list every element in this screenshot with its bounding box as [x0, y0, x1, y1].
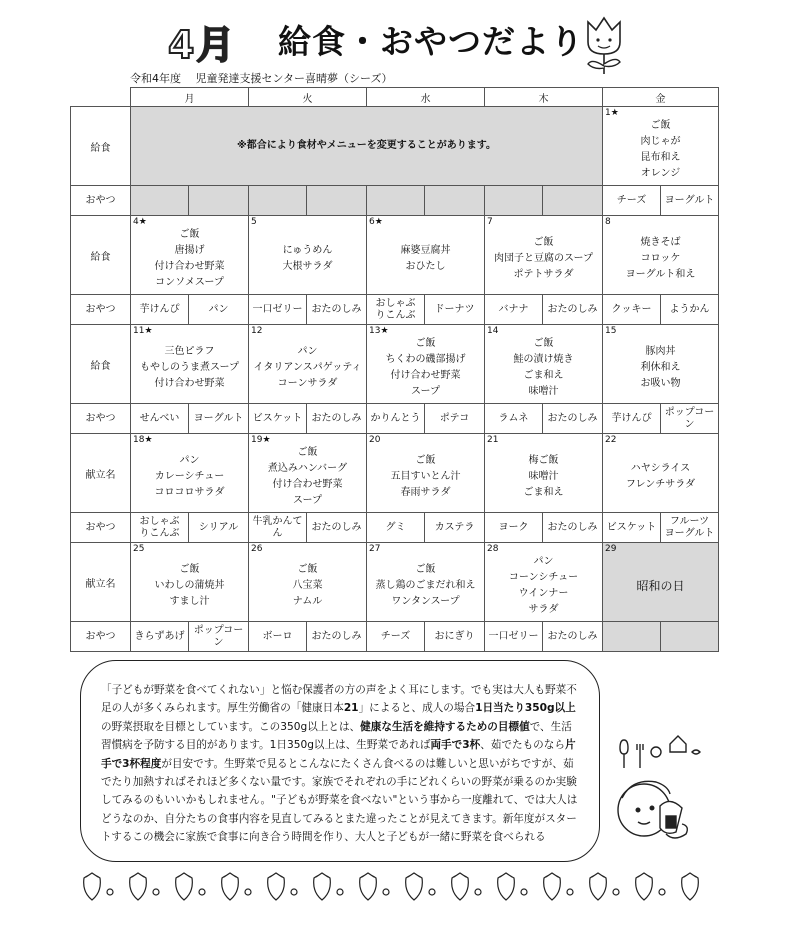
row-label-snack: おやつ	[71, 404, 131, 434]
week2-meal-row	[71, 216, 719, 295]
day-number: 12	[251, 326, 263, 336]
snack-item: おたのしみ	[543, 295, 603, 325]
strawberry-border	[76, 870, 716, 902]
message-box	[80, 660, 600, 862]
week1-meal-row	[71, 107, 719, 186]
menu-item: 大根サラダ	[282, 261, 333, 272]
day-cell-8	[603, 216, 719, 295]
menu-item: オレンジ	[640, 168, 681, 179]
menu-item: 春雨サラダ	[400, 487, 451, 498]
day-number: 21	[487, 435, 499, 445]
menu-item: パン	[297, 346, 318, 357]
strawberry-icon	[636, 873, 653, 900]
snack-item: バナナ	[485, 295, 543, 325]
day-cell-13	[367, 325, 485, 404]
day-cell-19	[249, 434, 367, 513]
week3-meal-row	[71, 325, 719, 404]
row-label-menu-name: 献立名	[71, 543, 131, 622]
message-fragment: 片手で3杯程度	[101, 739, 576, 770]
snack-item: ラムネ	[485, 404, 543, 434]
weekday-wed: 水	[367, 88, 485, 107]
row-label-snack: おやつ	[71, 295, 131, 325]
week4-snack-row	[71, 513, 719, 543]
menu-item: 鮭の漬け焼き	[513, 354, 574, 365]
snack-item: おしゃぶ りこんぶ	[367, 295, 425, 325]
day-number: 1★	[605, 108, 619, 118]
message-fragment: が目安です。生野菜で見るとこんなにたくさん食べるのは難しいと思いがちですが、茹でたり加熱すればそれほど多くない量です。家族でそれぞれの手にどれくらいの野菜が乗るのか実験してみるのもいいかもしれません。"子どもが野菜を食べない"という事から一度離れて、では大人はどうなのか、自分たちの食事内容を見直してみるとまた違ったことが見えてきます。新年度がスタートするこの機会に家族で食事に向き合う時間を作り、大人と子どもが一緒に野菜を食べられる	[101, 757, 578, 844]
menu-item: ヨーグルト和え	[625, 269, 696, 280]
menu-item: ご飯	[179, 229, 200, 240]
day-cell-15	[603, 325, 719, 404]
snack-item: ヨーグルト	[661, 186, 719, 216]
menu-item: フレンチサラダ	[625, 479, 696, 490]
menu-item: いわしの蒲焼丼	[154, 580, 225, 591]
strawberry-icon	[360, 873, 377, 900]
menu-item: 五目すいとん汁	[390, 471, 461, 482]
day-number: 5	[251, 217, 257, 227]
snack-item: ヨーク	[485, 513, 543, 543]
week5-snack-row	[71, 622, 719, 652]
weekday-thu: 木	[485, 88, 603, 107]
snack-item: おたのしみ	[543, 513, 603, 543]
menu-item: ナムル	[292, 596, 323, 607]
menu-item: 付け合わせ野菜	[154, 378, 225, 389]
menu-item: ご飯	[533, 338, 554, 349]
snack-item: おたのしみ	[543, 622, 603, 652]
snack-item: チーズ	[367, 622, 425, 652]
snack-item: ポップコーン	[189, 622, 249, 652]
day-cell-29-holiday	[603, 543, 719, 622]
snack-item: グミ	[367, 513, 425, 543]
menu-item: 肉団子と豆腐のスープ	[494, 253, 593, 264]
day-cell-6	[367, 216, 485, 295]
day-number: 20	[369, 435, 381, 445]
week4-meal-row	[71, 434, 719, 513]
menu-item: ご飯	[415, 564, 436, 575]
menu-item: 蒸し鶏のごまだれ和え	[375, 580, 476, 591]
message-fragment: 健康な生活を維持するための目標値	[360, 720, 530, 733]
week2-snack-row	[71, 295, 719, 325]
day-cell-27	[367, 543, 485, 622]
menu-item: 味噌汁	[528, 386, 559, 397]
message-fragment: 両手で3杯	[430, 739, 481, 752]
row-label-snack: おやつ	[71, 622, 131, 652]
snack-item: おたのしみ	[543, 404, 603, 434]
menu-item: お吸い物	[640, 378, 681, 389]
snack-item: おにぎり	[425, 622, 485, 652]
day-cell-5	[249, 216, 367, 295]
strawberry-icon	[130, 873, 147, 900]
row-label-lunch: 給食	[71, 107, 131, 186]
day-number: 27	[369, 544, 381, 554]
menu-item: スープ	[411, 386, 440, 397]
snack-item: クッキー	[603, 295, 661, 325]
strawberry-icon	[268, 873, 285, 900]
snack-item: 一口ゼリー	[485, 622, 543, 652]
snack-item: おたのしみ	[307, 404, 367, 434]
day-number: 7	[487, 217, 493, 227]
day-cell-20	[367, 434, 485, 513]
snack-item: パン	[189, 295, 249, 325]
menu-item: 煮込みハンバーグ	[267, 463, 348, 474]
page-title: 給食・おやつだより	[278, 22, 584, 61]
strawberry-icon	[314, 873, 331, 900]
weekday-header-row	[71, 88, 719, 107]
menu-item: 八宝菜	[292, 580, 323, 591]
day-number: 8	[605, 217, 611, 227]
menu-item: 唐揚げ	[174, 245, 205, 256]
snack-item: ビスケット	[249, 404, 307, 434]
day-number: 11★	[133, 326, 153, 336]
day-number: 22	[605, 435, 617, 445]
snack-item: ビスケット	[603, 513, 661, 543]
day-number: 18★	[133, 435, 153, 445]
message-fragment: 21	[343, 702, 359, 715]
snack-item: おたのしみ	[307, 622, 367, 652]
strawberry-icon	[452, 873, 469, 900]
row-label-menu-name: 献立名	[71, 434, 131, 513]
menu-item: コロッケ	[640, 253, 681, 264]
header	[0, 0, 787, 90]
row-label-snack: おやつ	[71, 513, 131, 543]
strawberry-icon	[406, 873, 423, 900]
subtitle: 令和4年度 児童発達支援センター喜晴夢（シーズ）	[130, 72, 393, 85]
snack-item: ようかん	[661, 295, 719, 325]
week1-snack-row	[71, 186, 719, 216]
day-cell-26	[249, 543, 367, 622]
menu-item: ご飯	[415, 455, 436, 466]
menu-item: ちくわの磯部揚げ	[385, 354, 466, 365]
menu-item: 三色ピラフ	[164, 346, 215, 357]
week5-meal-row	[71, 543, 719, 622]
message-text	[101, 681, 581, 847]
menu-item: 味噌汁	[528, 471, 559, 482]
menu-item: ご飯	[297, 447, 318, 458]
day-cell-12	[249, 325, 367, 404]
snack-item: チーズ	[603, 186, 661, 216]
message-fragment: の野菜摂取を目標としています。この350g以上とは、	[101, 720, 361, 733]
menu-item: もやしのうま煮スープ	[140, 362, 239, 373]
menu-item: ハヤシライス	[630, 463, 691, 474]
tulip-icon	[578, 14, 630, 76]
menu-item: 付け合わせ野菜	[390, 370, 461, 381]
snack-item: ポップコーン	[661, 404, 719, 434]
row-label-lunch: 給食	[71, 325, 131, 404]
menu-item: おひたし	[405, 261, 446, 272]
menu-item: すまし汁	[169, 596, 210, 607]
menu-item: パン	[533, 556, 554, 567]
month-title: 4月	[168, 23, 237, 67]
menu-item: コーンサラダ	[277, 378, 338, 389]
menu-item: 麻婆豆腐丼	[400, 245, 451, 256]
message-fragment: 「子どもが野菜を食べてくれない」と悩む保護者の方の声をよく耳にします。でも実は大人も野菜不足の人が多くみられます。厚生労働省の「健康日本	[101, 684, 577, 715]
menu-item: コーンシチュー	[508, 572, 579, 583]
snack-item: ボーロ	[249, 622, 307, 652]
menu-item: カレーシチュー	[154, 471, 225, 482]
menu-item: ご飯	[650, 120, 671, 131]
menu-item: 付け合わせ野菜	[272, 479, 343, 490]
menu-item: ワンタンスープ	[391, 596, 460, 607]
strawberry-icon	[84, 873, 101, 900]
snack-item: シリアル	[189, 513, 249, 543]
menu-item: ご飯	[533, 237, 554, 248]
day-cell-25	[131, 543, 249, 622]
day-cell-11	[131, 325, 249, 404]
day-cell-4	[131, 216, 249, 295]
menu-item: ごま和え	[523, 370, 564, 381]
day-cell-28	[485, 543, 603, 622]
strawberry-icon	[498, 873, 515, 900]
snack-item: 一口ゼリー	[249, 295, 307, 325]
snack-item: カステラ	[425, 513, 485, 543]
snack-item: おたのしみ	[307, 295, 367, 325]
menu-item: コロコロサラダ	[154, 487, 225, 498]
day-number: 15	[605, 326, 617, 336]
snack-item: 芋けんぴ	[603, 404, 661, 434]
menu-item: 利休和え	[640, 362, 681, 373]
menu-item: パン	[179, 455, 200, 466]
child-eating-icon	[606, 730, 716, 848]
row-label-lunch: 給食	[71, 216, 131, 295]
menu-item: にゅうめん	[282, 245, 333, 256]
message-fragment: 」によると、成人の場合	[358, 702, 476, 715]
day-number: 6★	[369, 217, 383, 227]
snack-item: ポテコ	[425, 404, 485, 434]
day-number: 28	[487, 544, 499, 554]
menu-item: ごま和え	[523, 487, 564, 498]
snack-item: ヨーグルト	[189, 404, 249, 434]
snack-item: きらずあげ	[131, 622, 189, 652]
message-fragment: 、茹でたものなら	[480, 739, 565, 752]
menu-item: 付け合わせ野菜	[154, 261, 225, 272]
snack-item: かりんとう	[367, 404, 425, 434]
holiday-label: 昭和の日	[636, 579, 685, 593]
day-number: 29	[605, 544, 617, 554]
menu-item: スープ	[293, 495, 322, 506]
menu-item: イタリアンスパゲッティ	[253, 362, 362, 373]
menu-item: 豚肉丼	[645, 346, 676, 357]
weekday-mon: 月	[131, 88, 249, 107]
menu-calendar	[70, 87, 719, 652]
day-number: 14	[487, 326, 499, 336]
weekday-tue: 火	[249, 88, 367, 107]
week3-snack-row	[71, 404, 719, 434]
snack-item: 牛乳かんてん	[249, 513, 307, 543]
snack-item: ドーナツ	[425, 295, 485, 325]
day-cell-14	[485, 325, 603, 404]
day-cell-18	[131, 434, 249, 513]
row-label-snack: おやつ	[71, 186, 131, 216]
menu-item: 昆布和え	[640, 152, 681, 163]
snack-item: フルーツ ヨーグルト	[661, 513, 719, 543]
strawberry-icon	[590, 873, 607, 900]
day-cell-1	[603, 107, 719, 186]
snack-item: おしゃぶ りこんぶ	[131, 513, 189, 543]
day-number: 25	[133, 544, 145, 554]
menu-item: 梅ご飯	[528, 455, 559, 466]
menu-item: 肉じゃが	[640, 136, 681, 147]
day-number: 19★	[251, 435, 271, 445]
message-fragment: 1日当たり350g以上	[475, 702, 576, 715]
snack-item: せんべい	[131, 404, 189, 434]
menu-item: ウインナー	[518, 588, 569, 599]
notice: ※都合により食材やメニューを変更することがあります。	[131, 107, 603, 186]
strawberry-icon	[544, 873, 561, 900]
day-number: 26	[251, 544, 263, 554]
day-number: 4★	[133, 217, 147, 227]
snack-item: 芋けんぴ	[131, 295, 189, 325]
weekday-fri: 金	[603, 88, 719, 107]
day-cell-7	[485, 216, 603, 295]
snack-item: おたのしみ	[307, 513, 367, 543]
menu-item: ポテトサラダ	[513, 269, 574, 280]
strawberry-icon	[176, 873, 193, 900]
day-cell-21	[485, 434, 603, 513]
menu-item: コンソメスープ	[155, 277, 224, 288]
menu-item: ご飯	[297, 564, 318, 575]
menu-item: ご飯	[415, 338, 436, 349]
day-number: 13★	[369, 326, 389, 336]
day-cell-22	[603, 434, 719, 513]
menu-item: ご飯	[179, 564, 200, 575]
strawberry-icon	[222, 873, 239, 900]
menu-item: サラダ	[528, 604, 559, 615]
strawberry-icon	[682, 873, 699, 900]
menu-item: 焼きそば	[640, 237, 681, 248]
message-fragment: で、生活習慣病を予防する目的があります。1日350g以上は、生野菜であれば	[101, 720, 572, 752]
